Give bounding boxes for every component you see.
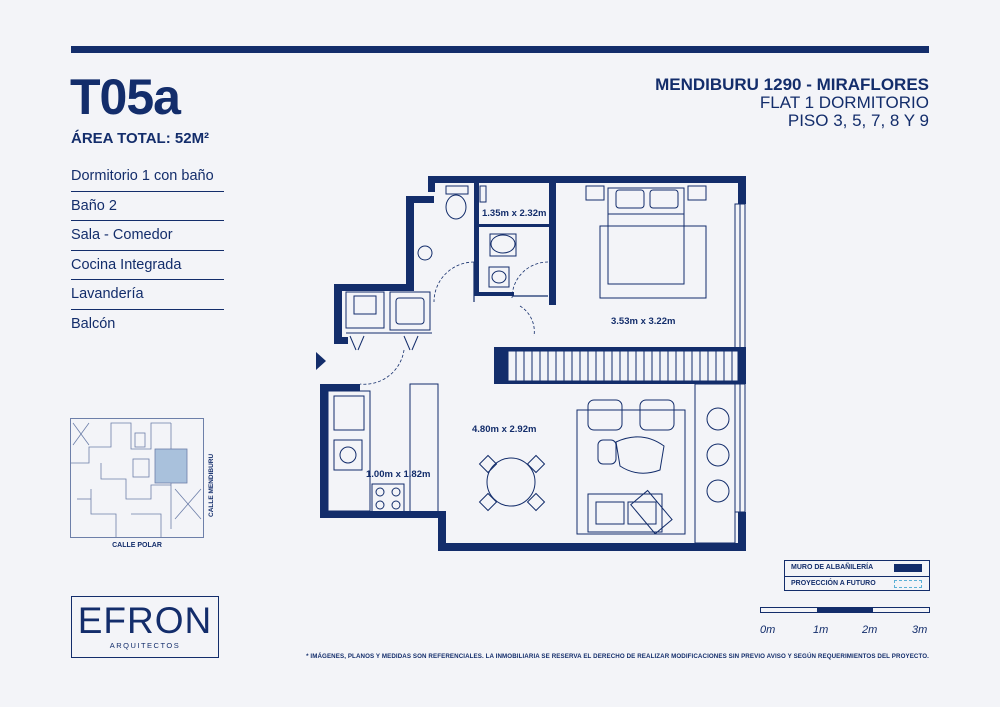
scale-bar — [760, 607, 930, 613]
efron-logo — [71, 596, 219, 658]
street-label-bottom: CALLE POLAR — [112, 542, 162, 549]
unit-code: T05a — [70, 69, 180, 125]
logo-name: EFRON — [77, 600, 213, 641]
room-item: Baño 2 — [71, 192, 224, 222]
dim-bedroom: 3.53m x 3.22m — [611, 316, 676, 327]
room-item: Dormitorio 1 con baño — [71, 162, 224, 192]
masonry-swatch — [894, 564, 922, 572]
legend-label: PROYECCIÓN A FUTURO — [791, 579, 876, 587]
legend-row-masonry — [785, 561, 929, 576]
disclaimer-text: * IMÁGENES, PLANOS Y MEDIDAS SON REFERENCIALES. LA INMOBILIARIA SE RESERVA EL DERECHO DE REALIZAR MODIFICACIONES SIN PREVIO AVISO Y SEGÚN REQUERIMIENTOS DEL PROYECTO. — [306, 653, 929, 660]
legend-label: MURO DE ALBAÑILERÍA — [791, 564, 874, 571]
legend-row-projection — [785, 576, 929, 592]
street-label-side: CALLE MENDIBURU — [208, 453, 215, 517]
dim-kitchen: 1.00m x 1.82m — [366, 469, 431, 480]
projection-swatch — [894, 580, 922, 588]
room-item: Sala - Comedor — [71, 221, 224, 251]
unit-type: FLAT 1 DORMITORIO — [759, 92, 929, 112]
room-item: Cocina Integrada — [71, 251, 224, 281]
room-item: Lavandería — [71, 280, 224, 310]
entry-arrow-icon — [316, 352, 326, 370]
project-address: MENDIBURU 1290 - MIRAFLORES — [655, 75, 929, 94]
scale-label: 2m — [862, 624, 878, 636]
scale-label: 0m — [760, 624, 776, 636]
dim-living: 4.80m x 2.92m — [472, 424, 537, 435]
scale-label: 1m — [813, 624, 829, 636]
floor-list: PISO 3, 5, 7, 8 Y 9 — [787, 110, 929, 130]
logo-subtitle: ARQUITECTOS — [109, 641, 181, 650]
wall-legend — [784, 560, 930, 591]
scale-label: 3m — [912, 624, 928, 636]
total-area: ÁREA TOTAL: 52M² — [71, 130, 210, 147]
room-item: Balcón — [71, 315, 116, 332]
dim-bath: 1.35m x 2.32m — [482, 208, 547, 219]
